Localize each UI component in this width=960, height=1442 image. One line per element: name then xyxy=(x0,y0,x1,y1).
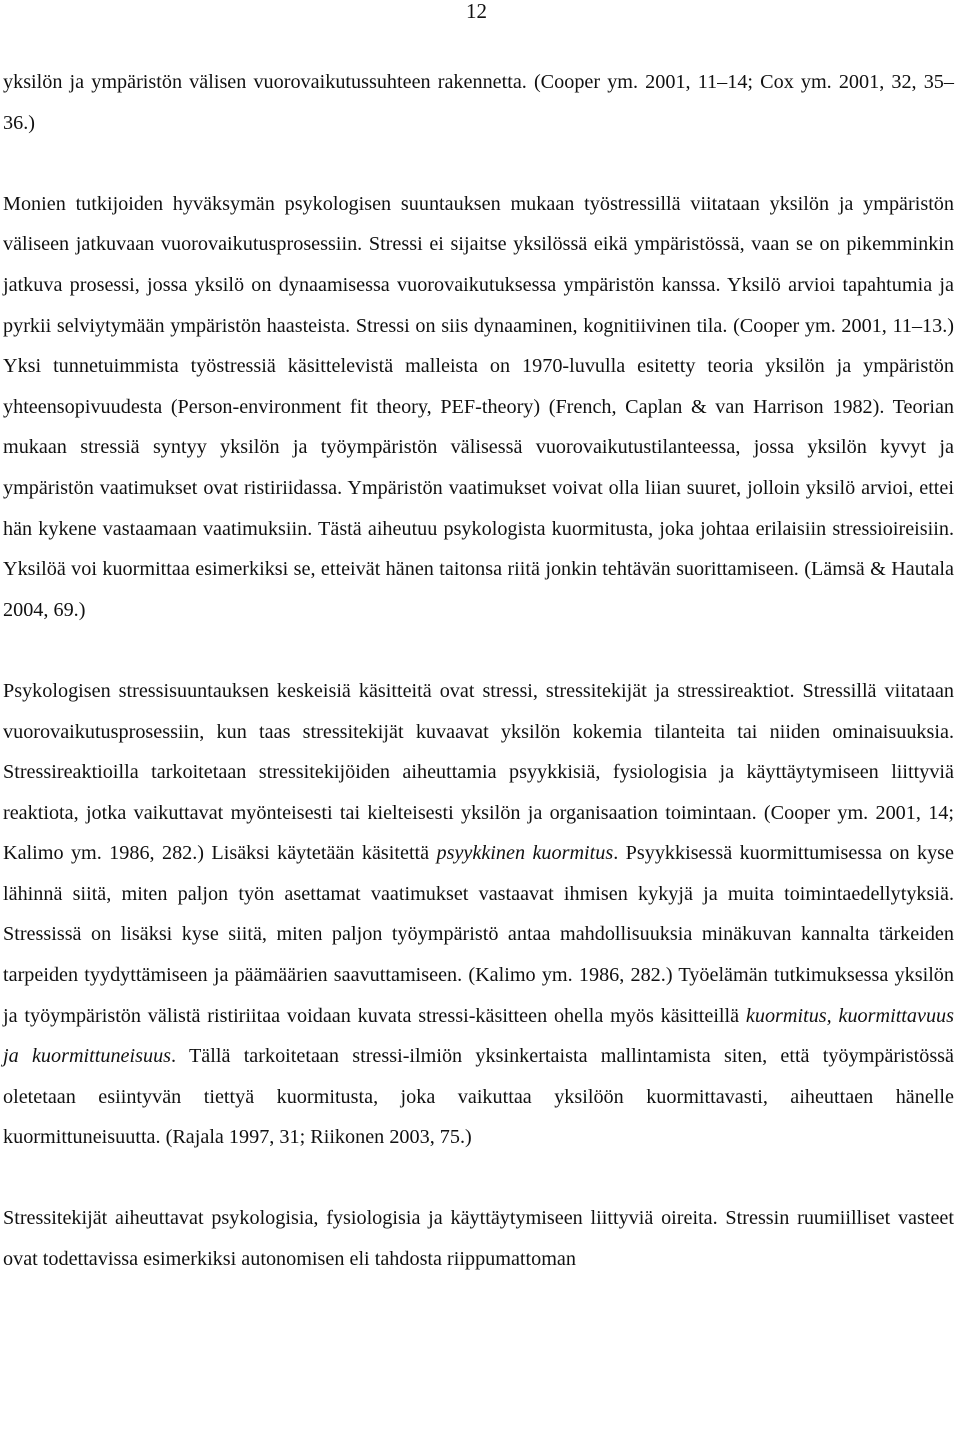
paragraph-2: Monien tutkijoiden hyväksymän psykologisen suuntauksen mukaan työstressillä viitataan yksilön ja ympäristön väliseen jatkuvaan vuorovaikutusprosessiin. Stressi ei sijaitse yksilössä eikä ympäristössä, vaan se on pikemminkin jatkuva prosessi, jossa yksilö on dynaamisessa vuorovaikutuksessa ympäristön kanssa. Yksilö arvioi tapahtumia ja pyrkii selviytymään ympäristön haasteista. Stressi on siis dynaaminen, kognitiivinen tila. (Cooper ym. 2001, 11–13.) Yksi tunnetuimmista työstressiä käsittelevistä malleista on 1970-luvulla esitetty teoria yksilön ja ympäristön yhteensopivuudesta (Person-environment fit theory, PEF-theory) (French, Caplan & van Harrison 1982). Teorian mukaan stressiä syntyy yksilön ja työympäristön välisessä vuorovaikutustilanteessa, jossa yksilön kyvyt ja ympäristön vaatimukset ovat ristiriidassa. Ympäristön vaatimukset voivat olla liian suuret, jolloin yksilö arvioi, ettei hän kykene vastaamaan vaatimuksiin. Tästä aiheutuu psykologista kuormitusta, joka johtaa erilaisiin stressioireisiin. Yksilöä voi kuormittaa esimerkiksi se, etteivät hänen taitonsa riitä jonkin tehtävän suorittamiseen. (Lämsä & Hautala 2004, 69.) xyxy=(3,192,954,621)
page-number: 12 xyxy=(466,0,487,23)
paragraph-1: yksilön ja ympäristön välisen vuorovaikutussuhteen rakennetta. (Cooper ym. 2001, 11–14; Cox ym. 2001, 32, 35–36.) xyxy=(3,71,954,134)
term-psyykkinen-kuormitus: psyykkinen kuormitus xyxy=(436,842,614,865)
term-kuormittavuus: kuormittavuus xyxy=(838,1004,955,1027)
paragraph-3 xyxy=(3,671,954,1158)
term-kuormitus: kuormitus xyxy=(745,1004,827,1027)
paragraph-3-text-2: . Psyykkisessä kuormittumisessa on kyse lähinnä siitä, miten paljon työn asettamat vaatimukset vastaavat ihmisen kykyjä ja muita toimintaedellytyksiä. Stressissä on lisäksi kyse siitä, miten paljon työympäristö antaa mahdollisuuksia minäkuvan kannalta tärkeiden tarpeiden tyydyttämiseen ja päämäärien saavuttamiseen. (Kalimo ym. 1986, 282.) Työelämän tutkimuksessa yksilön ja työympäristön välistä ristiriitaa voidaan kuvata stressi-käsitteen ohella myös käsitteillä xyxy=(3,842,954,1027)
paragraph-3-text-1: Psykologisen stressisuuntauksen keskeisiä käsitteitä ovat stressi, stressitekijät ja stressireaktiot. Stressillä viitataan vuorovaikutusprosessiin, kun taas stressitekijät kuvaavat yksilön kokemia tilanteita tai niiden ominaisuuksia. Stressireaktioilla tarkoitetaan stressitekijöiden aiheuttamia psyykkisiä, fysiologisia ja käyttäytymiseen liittyviä reaktiota, jotka vaikuttavat myönteisesti tai kielteisesti yksilön ja organisaation toimintaan. (Cooper ym. 2001, 14; Kalimo ym. 1986, 282.) Lisäksi käytetään käsitettä xyxy=(3,679,954,865)
document-body xyxy=(3,62,954,1279)
term-kuormittuneisuus: ja kuormittuneisuus xyxy=(3,1045,172,1068)
paragraph-4: Stressitekijät aiheuttavat psykologisia, fysiologisia ja käyttäytymiseen liittyviä oireita. Stressin ruumiilliset vasteet ovat todettavissa esimerkiksi autonomisen eli tahdosta riippumattoman xyxy=(3,1207,954,1270)
term-separator-1: , xyxy=(826,1004,839,1027)
paragraph-3-text-3: . Tällä tarkoitetaan stressi-ilmiön yksinkertaista mallintamista siten, että työympäristössä oletetaan esiintyvän tiettyä kuormitusta, joka vaikuttaa yksilöön kuormittavasti, aiheuttaen hänelle kuormittuneisuutta. (Rajala 1997, 31; Riikonen 2003, 75.) xyxy=(3,1045,954,1149)
